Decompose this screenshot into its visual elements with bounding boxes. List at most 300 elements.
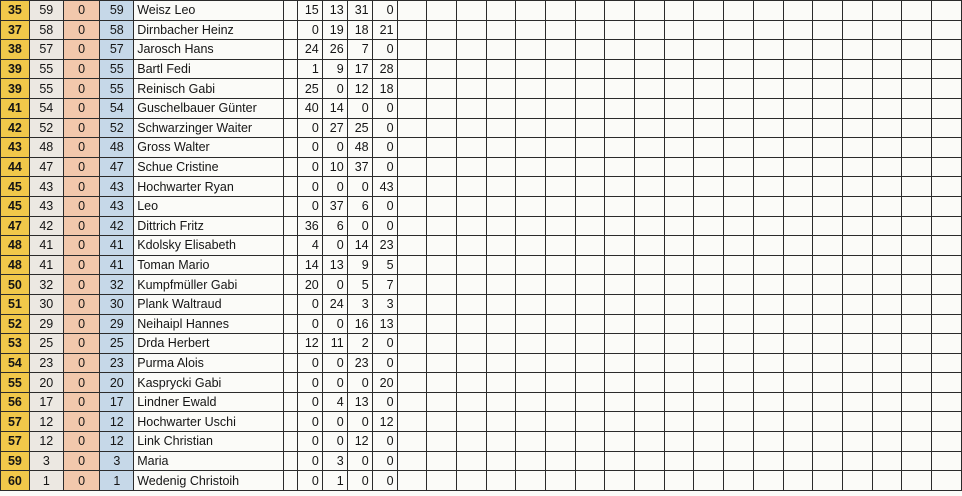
rank-cell: 35: [1, 1, 30, 21]
empty-cell: [546, 373, 576, 393]
empty-cell: [902, 177, 932, 197]
score-cell-1: 12: [297, 334, 322, 354]
points-cell: 20: [29, 373, 63, 393]
empty-cell: [456, 412, 486, 432]
empty-cell: [694, 118, 724, 138]
total-cell: 41: [100, 236, 134, 256]
name-cell: Kdolsky Elisabeth: [134, 236, 284, 256]
score-cell-1: 0: [297, 373, 322, 393]
total-cell: 59: [100, 1, 134, 21]
empty-cell: [635, 373, 665, 393]
empty-cell: [813, 353, 843, 373]
empty-cell: [486, 353, 516, 373]
score-cell-3: 5: [347, 275, 372, 295]
empty-cell: [842, 255, 872, 275]
empty-cell: [813, 1, 843, 21]
empty-cell: [724, 59, 754, 79]
empty-cell: [813, 59, 843, 79]
points-cell: 1: [29, 471, 63, 491]
empty-cell: [427, 59, 457, 79]
empty-cell: [902, 216, 932, 236]
score-cell-1: 40: [297, 98, 322, 118]
empty-cell: [842, 392, 872, 412]
name-cell: Weisz Leo: [134, 1, 284, 21]
empty-cell: [456, 196, 486, 216]
name-cell: Lindner Ewald: [134, 392, 284, 412]
empty-cell: [783, 177, 813, 197]
empty-cell: [694, 157, 724, 177]
empty-cell: [575, 334, 605, 354]
empty-cell: [605, 314, 635, 334]
total-cell: 48: [100, 138, 134, 158]
score-cell-1: 36: [297, 216, 322, 236]
empty-cell: [813, 196, 843, 216]
empty-cell: [931, 118, 961, 138]
empty-cell: [902, 20, 932, 40]
empty-cell: [456, 314, 486, 334]
empty-cell: [724, 138, 754, 158]
empty-cell: [575, 373, 605, 393]
rank-cell: 47: [1, 216, 30, 236]
empty-cell: [546, 118, 576, 138]
empty-cell: [516, 138, 546, 158]
empty-cell: [635, 20, 665, 40]
name-cell: Reinisch Gabi: [134, 79, 284, 99]
empty-cell: [635, 118, 665, 138]
score-cell-2: 0: [322, 314, 347, 334]
empty-cell: [902, 59, 932, 79]
zero-cell: 0: [63, 471, 100, 491]
empty-cell: [753, 1, 783, 21]
empty-cell: [931, 255, 961, 275]
empty-cell: [516, 177, 546, 197]
empty-cell: [872, 1, 902, 21]
score-cell-2: 26: [322, 40, 347, 60]
empty-cell: [486, 138, 516, 158]
empty-cell: [397, 79, 427, 99]
name-cell: Link Christian: [134, 432, 284, 452]
empty-cell: [724, 451, 754, 471]
empty-cell: [783, 294, 813, 314]
zero-cell: 0: [63, 353, 100, 373]
empty-cell: [664, 471, 694, 491]
empty-cell: [872, 275, 902, 295]
empty-cell: [516, 412, 546, 432]
empty-cell: [902, 255, 932, 275]
empty-cell: [546, 353, 576, 373]
rank-cell: 42: [1, 118, 30, 138]
spacer-cell: [283, 294, 297, 314]
empty-cell: [872, 353, 902, 373]
spacer-cell: [283, 471, 297, 491]
empty-cell: [427, 275, 457, 295]
table-row: [1, 314, 962, 334]
score-cell-2: 0: [322, 138, 347, 158]
total-cell: 17: [100, 392, 134, 412]
name-cell: Kasprycki Gabi: [134, 373, 284, 393]
empty-cell: [635, 432, 665, 452]
empty-cell: [546, 471, 576, 491]
empty-cell: [753, 294, 783, 314]
spacer-cell: [283, 373, 297, 393]
empty-cell: [486, 157, 516, 177]
empty-cell: [783, 138, 813, 158]
name-cell: Drda Herbert: [134, 334, 284, 354]
empty-cell: [872, 412, 902, 432]
points-cell: 32: [29, 275, 63, 295]
empty-cell: [753, 118, 783, 138]
total-cell: 43: [100, 196, 134, 216]
spacer-cell: [283, 40, 297, 60]
empty-cell: [694, 432, 724, 452]
empty-cell: [694, 412, 724, 432]
rank-cell: 43: [1, 138, 30, 158]
empty-cell: [605, 236, 635, 256]
empty-cell: [724, 20, 754, 40]
empty-cell: [842, 353, 872, 373]
zero-cell: 0: [63, 275, 100, 295]
empty-cell: [635, 1, 665, 21]
empty-cell: [427, 20, 457, 40]
empty-cell: [664, 236, 694, 256]
empty-cell: [931, 236, 961, 256]
empty-cell: [931, 138, 961, 158]
empty-cell: [456, 59, 486, 79]
empty-cell: [724, 236, 754, 256]
empty-cell: [753, 196, 783, 216]
spacer-cell: [283, 216, 297, 236]
empty-cell: [694, 177, 724, 197]
score-cell-4: 0: [372, 471, 397, 491]
points-cell: 55: [29, 79, 63, 99]
table-row: [1, 40, 962, 60]
empty-cell: [427, 471, 457, 491]
score-cell-2: 0: [322, 177, 347, 197]
empty-cell: [486, 20, 516, 40]
score-cell-3: 0: [347, 412, 372, 432]
score-cell-3: 37: [347, 157, 372, 177]
name-cell: Hochwarter Uschi: [134, 412, 284, 432]
empty-cell: [813, 373, 843, 393]
score-cell-3: 0: [347, 98, 372, 118]
empty-cell: [694, 216, 724, 236]
name-cell: Gross Walter: [134, 138, 284, 158]
score-cell-4: 0: [372, 216, 397, 236]
empty-cell: [397, 177, 427, 197]
empty-cell: [635, 451, 665, 471]
empty-cell: [783, 392, 813, 412]
zero-cell: 0: [63, 98, 100, 118]
spacer-cell: [283, 432, 297, 452]
zero-cell: 0: [63, 1, 100, 21]
empty-cell: [486, 275, 516, 295]
total-cell: 29: [100, 314, 134, 334]
rank-cell: 60: [1, 471, 30, 491]
empty-cell: [486, 40, 516, 60]
score-cell-1: 0: [297, 392, 322, 412]
empty-cell: [397, 392, 427, 412]
empty-cell: [486, 255, 516, 275]
empty-cell: [427, 196, 457, 216]
score-cell-1: 0: [297, 138, 322, 158]
empty-cell: [813, 79, 843, 99]
empty-cell: [664, 392, 694, 412]
empty-cell: [753, 471, 783, 491]
empty-cell: [427, 138, 457, 158]
score-cell-3: 17: [347, 59, 372, 79]
empty-cell: [783, 196, 813, 216]
score-cell-4: 12: [372, 412, 397, 432]
score-cell-1: 0: [297, 451, 322, 471]
empty-cell: [813, 314, 843, 334]
empty-cell: [931, 177, 961, 197]
empty-cell: [635, 294, 665, 314]
empty-cell: [456, 275, 486, 295]
table-row: [1, 392, 962, 412]
score-cell-3: 48: [347, 138, 372, 158]
points-cell: 48: [29, 138, 63, 158]
empty-cell: [931, 451, 961, 471]
empty-cell: [635, 412, 665, 432]
empty-cell: [456, 138, 486, 158]
empty-cell: [783, 255, 813, 275]
empty-cell: [605, 255, 635, 275]
rank-cell: 48: [1, 255, 30, 275]
empty-cell: [813, 451, 843, 471]
empty-cell: [724, 412, 754, 432]
empty-cell: [724, 294, 754, 314]
empty-cell: [813, 294, 843, 314]
score-cell-2: 24: [322, 294, 347, 314]
empty-cell: [783, 373, 813, 393]
score-cell-4: 28: [372, 59, 397, 79]
rank-cell: 52: [1, 314, 30, 334]
empty-cell: [516, 157, 546, 177]
empty-cell: [635, 216, 665, 236]
name-cell: Jarosch Hans: [134, 40, 284, 60]
empty-cell: [605, 196, 635, 216]
empty-cell: [931, 20, 961, 40]
table-row: [1, 471, 962, 491]
table-row: [1, 20, 962, 40]
empty-cell: [546, 314, 576, 334]
empty-cell: [635, 98, 665, 118]
empty-cell: [931, 392, 961, 412]
empty-cell: [902, 314, 932, 334]
table-row: [1, 294, 962, 314]
empty-cell: [931, 334, 961, 354]
empty-cell: [516, 432, 546, 452]
zero-cell: 0: [63, 412, 100, 432]
empty-cell: [546, 294, 576, 314]
score-cell-1: 0: [297, 20, 322, 40]
empty-cell: [694, 392, 724, 412]
score-cell-3: 13: [347, 392, 372, 412]
empty-cell: [842, 236, 872, 256]
empty-cell: [664, 196, 694, 216]
empty-cell: [427, 118, 457, 138]
empty-cell: [456, 177, 486, 197]
zero-cell: 0: [63, 432, 100, 452]
empty-cell: [753, 216, 783, 236]
table-row: [1, 412, 962, 432]
empty-cell: [575, 216, 605, 236]
empty-cell: [546, 392, 576, 412]
empty-cell: [724, 118, 754, 138]
score-cell-3: 12: [347, 79, 372, 99]
empty-cell: [456, 118, 486, 138]
spacer-cell: [283, 157, 297, 177]
score-cell-3: 18: [347, 20, 372, 40]
empty-cell: [664, 255, 694, 275]
table-row: [1, 216, 962, 236]
points-cell: 58: [29, 20, 63, 40]
empty-cell: [486, 98, 516, 118]
empty-cell: [427, 177, 457, 197]
empty-cell: [753, 392, 783, 412]
empty-cell: [456, 98, 486, 118]
zero-cell: 0: [63, 334, 100, 354]
empty-cell: [546, 255, 576, 275]
empty-cell: [664, 79, 694, 99]
empty-cell: [783, 236, 813, 256]
empty-cell: [842, 79, 872, 99]
empty-cell: [724, 196, 754, 216]
empty-cell: [664, 314, 694, 334]
total-cell: 32: [100, 275, 134, 295]
score-cell-3: 9: [347, 255, 372, 275]
empty-cell: [694, 59, 724, 79]
total-cell: 41: [100, 255, 134, 275]
empty-cell: [753, 20, 783, 40]
empty-cell: [783, 353, 813, 373]
empty-cell: [575, 412, 605, 432]
spacer-cell: [283, 118, 297, 138]
empty-cell: [842, 216, 872, 236]
zero-cell: 0: [63, 177, 100, 197]
spacer-cell: [283, 392, 297, 412]
empty-cell: [664, 20, 694, 40]
score-cell-4: 0: [372, 1, 397, 21]
total-cell: 57: [100, 40, 134, 60]
empty-cell: [694, 138, 724, 158]
empty-cell: [694, 255, 724, 275]
empty-cell: [664, 432, 694, 452]
empty-cell: [397, 196, 427, 216]
empty-cell: [842, 40, 872, 60]
score-cell-2: 0: [322, 236, 347, 256]
score-cell-2: 6: [322, 216, 347, 236]
score-cell-2: 4: [322, 392, 347, 412]
empty-cell: [902, 353, 932, 373]
empty-cell: [486, 471, 516, 491]
empty-cell: [813, 471, 843, 491]
empty-cell: [486, 216, 516, 236]
empty-cell: [813, 432, 843, 452]
empty-cell: [872, 20, 902, 40]
empty-cell: [724, 40, 754, 60]
empty-cell: [605, 294, 635, 314]
rank-cell: 39: [1, 79, 30, 99]
empty-cell: [664, 118, 694, 138]
empty-cell: [902, 118, 932, 138]
empty-cell: [902, 40, 932, 60]
empty-cell: [397, 216, 427, 236]
empty-cell: [546, 275, 576, 295]
points-cell: 29: [29, 314, 63, 334]
points-cell: 43: [29, 196, 63, 216]
empty-cell: [397, 59, 427, 79]
score-cell-1: 0: [297, 353, 322, 373]
empty-cell: [546, 20, 576, 40]
empty-cell: [546, 98, 576, 118]
rank-cell: 50: [1, 275, 30, 295]
rank-cell: 53: [1, 334, 30, 354]
empty-cell: [902, 275, 932, 295]
name-cell: Dittrich Fritz: [134, 216, 284, 236]
empty-cell: [724, 334, 754, 354]
empty-cell: [397, 412, 427, 432]
zero-cell: 0: [63, 118, 100, 138]
score-cell-4: 7: [372, 275, 397, 295]
empty-cell: [724, 432, 754, 452]
empty-cell: [397, 138, 427, 158]
zero-cell: 0: [63, 20, 100, 40]
empty-cell: [842, 138, 872, 158]
empty-cell: [397, 40, 427, 60]
empty-cell: [427, 353, 457, 373]
empty-cell: [456, 392, 486, 412]
points-cell: 23: [29, 353, 63, 373]
spacer-cell: [283, 177, 297, 197]
empty-cell: [427, 98, 457, 118]
score-cell-3: 3: [347, 294, 372, 314]
empty-cell: [664, 98, 694, 118]
empty-cell: [753, 275, 783, 295]
table-row: [1, 236, 962, 256]
total-cell: 58: [100, 20, 134, 40]
empty-cell: [664, 353, 694, 373]
empty-cell: [575, 294, 605, 314]
empty-cell: [605, 177, 635, 197]
table-row: [1, 59, 962, 79]
spacer-cell: [283, 334, 297, 354]
empty-cell: [724, 98, 754, 118]
empty-cell: [456, 216, 486, 236]
rank-cell: 57: [1, 432, 30, 452]
points-cell: 54: [29, 98, 63, 118]
score-cell-3: 7: [347, 40, 372, 60]
empty-cell: [931, 157, 961, 177]
empty-cell: [575, 98, 605, 118]
empty-cell: [813, 216, 843, 236]
empty-cell: [427, 451, 457, 471]
empty-cell: [664, 40, 694, 60]
empty-cell: [486, 59, 516, 79]
empty-cell: [397, 236, 427, 256]
score-cell-1: 14: [297, 255, 322, 275]
empty-cell: [753, 373, 783, 393]
score-cell-4: 0: [372, 334, 397, 354]
empty-cell: [664, 59, 694, 79]
empty-cell: [486, 451, 516, 471]
empty-cell: [605, 157, 635, 177]
zero-cell: 0: [63, 157, 100, 177]
empty-cell: [486, 1, 516, 21]
empty-cell: [842, 412, 872, 432]
empty-cell: [872, 451, 902, 471]
empty-cell: [427, 334, 457, 354]
